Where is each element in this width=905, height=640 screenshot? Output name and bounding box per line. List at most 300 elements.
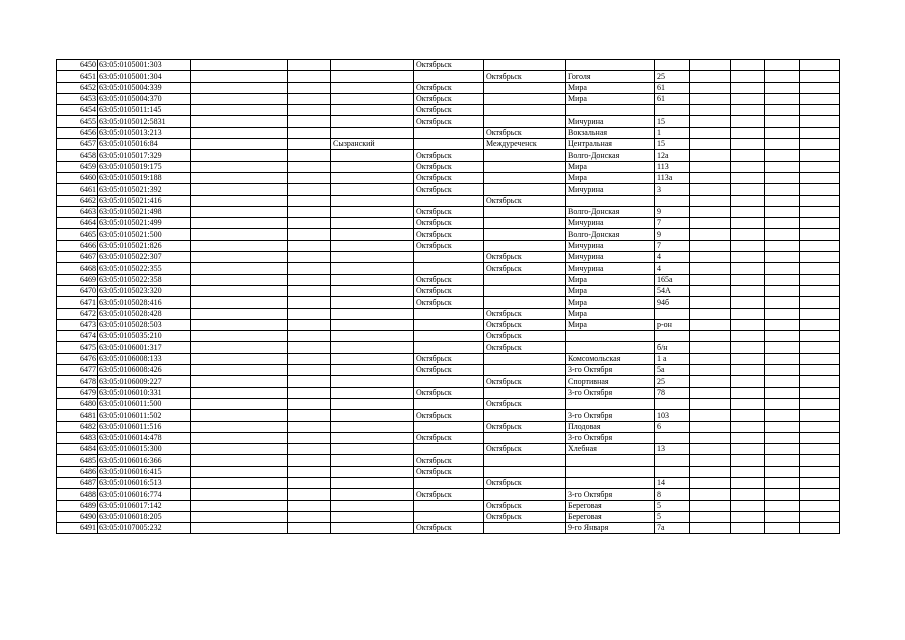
row-number[interactable]: 6454 [57, 105, 98, 116]
settlement-cell[interactable] [484, 285, 566, 296]
empty-cell[interactable] [288, 387, 331, 398]
row-number[interactable]: 6472 [57, 308, 98, 319]
settlement-cell[interactable] [484, 455, 566, 466]
empty-cell[interactable] [800, 172, 840, 183]
street-cell[interactable] [566, 60, 655, 71]
empty-cell[interactable] [191, 105, 288, 116]
empty-cell[interactable] [288, 511, 331, 522]
empty-cell[interactable] [191, 489, 288, 500]
empty-cell[interactable] [731, 206, 765, 217]
house-cell[interactable]: 94б [655, 297, 690, 308]
empty-cell[interactable] [690, 82, 731, 93]
cadastral-number[interactable]: 63:05:0106011:500 [98, 398, 191, 409]
empty-cell[interactable] [690, 116, 731, 127]
row-number[interactable]: 6485 [57, 455, 98, 466]
row-number[interactable]: 6471 [57, 297, 98, 308]
empty-cell[interactable] [731, 466, 765, 477]
house-cell[interactable]: 9 [655, 206, 690, 217]
row-number[interactable]: 6467 [57, 252, 98, 263]
district-cell[interactable] [331, 342, 414, 353]
district-cell[interactable]: Сызранский [331, 139, 414, 150]
empty-cell[interactable] [690, 319, 731, 330]
empty-cell[interactable] [731, 410, 765, 421]
empty-cell[interactable] [765, 229, 800, 240]
empty-cell[interactable] [731, 274, 765, 285]
empty-cell[interactable] [288, 274, 331, 285]
empty-cell[interactable] [690, 206, 731, 217]
street-cell[interactable] [566, 342, 655, 353]
empty-cell[interactable] [191, 139, 288, 150]
cadastral-number[interactable]: 63:05:0105028:428 [98, 308, 191, 319]
district-cell[interactable] [331, 308, 414, 319]
empty-cell[interactable] [800, 308, 840, 319]
settlement-cell[interactable] [484, 206, 566, 217]
empty-cell[interactable] [191, 342, 288, 353]
empty-cell[interactable] [690, 127, 731, 138]
empty-cell[interactable] [690, 263, 731, 274]
street-cell[interactable]: Мира [566, 93, 655, 104]
cadastral-number[interactable]: 63:05:0105021:498 [98, 206, 191, 217]
empty-cell[interactable] [288, 60, 331, 71]
empty-cell[interactable] [288, 410, 331, 421]
cadastral-number[interactable]: 63:05:0106017:142 [98, 500, 191, 511]
empty-cell[interactable] [288, 263, 331, 274]
district-cell[interactable] [331, 252, 414, 263]
cadastral-number[interactable]: 63:05:0105021:392 [98, 184, 191, 195]
cadastral-number[interactable]: 63:05:0106016:513 [98, 477, 191, 488]
empty-cell[interactable] [191, 421, 288, 432]
empty-cell[interactable] [690, 410, 731, 421]
street-cell[interactable]: Мира [566, 285, 655, 296]
street-cell[interactable]: Мичурина [566, 184, 655, 195]
empty-cell[interactable] [690, 331, 731, 342]
house-cell[interactable]: 25 [655, 71, 690, 82]
row-number[interactable]: 6453 [57, 93, 98, 104]
settlement-cell[interactable] [484, 105, 566, 116]
empty-cell[interactable] [800, 218, 840, 229]
district-cell[interactable] [331, 71, 414, 82]
empty-cell[interactable] [800, 410, 840, 421]
cadastral-number[interactable]: 63:05:0106011:502 [98, 410, 191, 421]
empty-cell[interactable] [191, 297, 288, 308]
empty-cell[interactable] [690, 60, 731, 71]
house-cell[interactable] [655, 105, 690, 116]
empty-cell[interactable] [191, 116, 288, 127]
empty-cell[interactable] [731, 489, 765, 500]
street-cell[interactable] [566, 466, 655, 477]
empty-cell[interactable] [800, 206, 840, 217]
empty-cell[interactable] [690, 229, 731, 240]
district-cell[interactable] [331, 523, 414, 534]
empty-cell[interactable] [191, 398, 288, 409]
settlement-cell[interactable]: Октябрьск [484, 331, 566, 342]
empty-cell[interactable] [288, 331, 331, 342]
settlement-cell[interactable] [484, 466, 566, 477]
district-cell[interactable] [331, 376, 414, 387]
house-cell[interactable]: 4 [655, 263, 690, 274]
settlement-cell[interactable] [484, 240, 566, 251]
settlement-cell[interactable] [484, 297, 566, 308]
empty-cell[interactable] [765, 195, 800, 206]
row-number[interactable]: 6488 [57, 489, 98, 500]
empty-cell[interactable] [191, 195, 288, 206]
empty-cell[interactable] [800, 342, 840, 353]
house-cell[interactable]: 1 [655, 127, 690, 138]
empty-cell[interactable] [690, 105, 731, 116]
district-cell[interactable] [331, 432, 414, 443]
empty-cell[interactable] [800, 240, 840, 251]
empty-cell[interactable] [765, 127, 800, 138]
row-number[interactable]: 6480 [57, 398, 98, 409]
settlement-cell[interactable] [484, 410, 566, 421]
city-cell[interactable]: Октябрьск [414, 206, 484, 217]
empty-cell[interactable] [288, 71, 331, 82]
empty-cell[interactable] [731, 511, 765, 522]
empty-cell[interactable] [690, 342, 731, 353]
empty-cell[interactable] [690, 139, 731, 150]
house-cell[interactable]: б/н [655, 342, 690, 353]
district-cell[interactable] [331, 331, 414, 342]
empty-cell[interactable] [288, 105, 331, 116]
settlement-cell[interactable]: Октябрьск [484, 511, 566, 522]
district-cell[interactable] [331, 398, 414, 409]
district-cell[interactable] [331, 444, 414, 455]
empty-cell[interactable] [288, 432, 331, 443]
district-cell[interactable] [331, 365, 414, 376]
empty-cell[interactable] [731, 331, 765, 342]
empty-cell[interactable] [690, 444, 731, 455]
empty-cell[interactable] [731, 71, 765, 82]
street-cell[interactable]: 9-го Января [566, 523, 655, 534]
empty-cell[interactable] [765, 432, 800, 443]
house-cell[interactable]: 7 [655, 218, 690, 229]
empty-cell[interactable] [800, 297, 840, 308]
row-number[interactable]: 6484 [57, 444, 98, 455]
city-cell[interactable]: Октябрьск [414, 150, 484, 161]
empty-cell[interactable] [191, 285, 288, 296]
house-cell[interactable]: 4 [655, 252, 690, 263]
house-cell[interactable]: 113 [655, 161, 690, 172]
empty-cell[interactable] [765, 455, 800, 466]
cadastral-number[interactable]: 63:05:0106001:317 [98, 342, 191, 353]
street-cell[interactable]: Мичурина [566, 240, 655, 251]
empty-cell[interactable] [765, 466, 800, 477]
empty-cell[interactable] [191, 365, 288, 376]
empty-cell[interactable] [690, 500, 731, 511]
settlement-cell[interactable]: Октябрьск [484, 421, 566, 432]
row-number[interactable]: 6475 [57, 342, 98, 353]
street-cell[interactable]: 3-го Октября [566, 432, 655, 443]
street-cell[interactable]: Мира [566, 319, 655, 330]
street-cell[interactable]: Береговая [566, 500, 655, 511]
empty-cell[interactable] [800, 365, 840, 376]
cadastral-number[interactable]: 63:05:0105028:503 [98, 319, 191, 330]
district-cell[interactable] [331, 82, 414, 93]
street-cell[interactable] [566, 331, 655, 342]
empty-cell[interactable] [288, 218, 331, 229]
empty-cell[interactable] [731, 376, 765, 387]
empty-cell[interactable] [800, 105, 840, 116]
street-cell[interactable]: 3-го Октября [566, 410, 655, 421]
district-cell[interactable] [331, 274, 414, 285]
street-cell[interactable]: 3-го Октября [566, 387, 655, 398]
empty-cell[interactable] [765, 82, 800, 93]
empty-cell[interactable] [765, 387, 800, 398]
house-cell[interactable]: 25 [655, 376, 690, 387]
street-cell[interactable] [566, 195, 655, 206]
empty-cell[interactable] [731, 342, 765, 353]
city-cell[interactable]: Октябрьск [414, 60, 484, 71]
house-cell[interactable] [655, 455, 690, 466]
street-cell[interactable] [566, 455, 655, 466]
row-number[interactable]: 6455 [57, 116, 98, 127]
house-cell[interactable]: 9 [655, 229, 690, 240]
district-cell[interactable] [331, 195, 414, 206]
empty-cell[interactable] [690, 477, 731, 488]
empty-cell[interactable] [800, 421, 840, 432]
row-number[interactable]: 6483 [57, 432, 98, 443]
empty-cell[interactable] [690, 93, 731, 104]
house-cell[interactable]: 3 [655, 184, 690, 195]
district-cell[interactable] [331, 229, 414, 240]
city-cell[interactable]: Октябрьск [414, 353, 484, 364]
empty-cell[interactable] [690, 150, 731, 161]
row-number[interactable]: 6476 [57, 353, 98, 364]
district-cell[interactable] [331, 500, 414, 511]
district-cell[interactable] [331, 150, 414, 161]
settlement-cell[interactable] [484, 365, 566, 376]
empty-cell[interactable] [690, 376, 731, 387]
empty-cell[interactable] [690, 365, 731, 376]
settlement-cell[interactable] [484, 229, 566, 240]
empty-cell[interactable] [765, 71, 800, 82]
empty-cell[interactable] [765, 410, 800, 421]
empty-cell[interactable] [690, 511, 731, 522]
empty-cell[interactable] [191, 161, 288, 172]
cadastral-number[interactable]: 63:05:0106014:478 [98, 432, 191, 443]
city-cell[interactable]: Октябрьск [414, 432, 484, 443]
empty-cell[interactable] [731, 150, 765, 161]
empty-cell[interactable] [765, 511, 800, 522]
empty-cell[interactable] [765, 489, 800, 500]
empty-cell[interactable] [800, 252, 840, 263]
empty-cell[interactable] [731, 308, 765, 319]
empty-cell[interactable] [731, 398, 765, 409]
city-cell[interactable] [414, 444, 484, 455]
empty-cell[interactable] [800, 331, 840, 342]
empty-cell[interactable] [765, 444, 800, 455]
cadastral-number[interactable]: 63:05:0105022:355 [98, 263, 191, 274]
house-cell[interactable]: 5а [655, 365, 690, 376]
city-cell[interactable] [414, 308, 484, 319]
empty-cell[interactable] [288, 455, 331, 466]
empty-cell[interactable] [765, 150, 800, 161]
empty-cell[interactable] [765, 376, 800, 387]
cadastral-number[interactable]: 63:05:0106016:774 [98, 489, 191, 500]
empty-cell[interactable] [288, 523, 331, 534]
city-cell[interactable]: Октябрьск [414, 172, 484, 183]
empty-cell[interactable] [288, 252, 331, 263]
street-cell[interactable]: Береговая [566, 511, 655, 522]
empty-cell[interactable] [690, 240, 731, 251]
city-cell[interactable]: Октябрьск [414, 116, 484, 127]
empty-cell[interactable] [690, 218, 731, 229]
cadastral-number[interactable]: 63:05:0105022:307 [98, 252, 191, 263]
street-cell[interactable]: Волго-Донская [566, 150, 655, 161]
settlement-cell[interactable]: Октябрьск [484, 376, 566, 387]
empty-cell[interactable] [288, 477, 331, 488]
house-cell[interactable]: 7а [655, 523, 690, 534]
empty-cell[interactable] [690, 71, 731, 82]
empty-cell[interactable] [731, 116, 765, 127]
house-cell[interactable] [655, 398, 690, 409]
settlement-cell[interactable]: Междуреченск [484, 139, 566, 150]
empty-cell[interactable] [765, 172, 800, 183]
empty-cell[interactable] [288, 116, 331, 127]
cadastral-number[interactable]: 63:05:0105023:320 [98, 285, 191, 296]
city-cell[interactable]: Октябрьск [414, 455, 484, 466]
empty-cell[interactable] [191, 466, 288, 477]
city-cell[interactable] [414, 195, 484, 206]
city-cell[interactable]: Октябрьск [414, 105, 484, 116]
settlement-cell[interactable] [484, 489, 566, 500]
empty-cell[interactable] [191, 455, 288, 466]
district-cell[interactable] [331, 184, 414, 195]
cadastral-number[interactable]: 63:05:0105019:175 [98, 161, 191, 172]
empty-cell[interactable] [191, 511, 288, 522]
empty-cell[interactable] [288, 398, 331, 409]
house-cell[interactable]: 12а [655, 150, 690, 161]
street-cell[interactable]: Волго-Донская [566, 229, 655, 240]
house-cell[interactable]: 5 [655, 500, 690, 511]
empty-cell[interactable] [191, 82, 288, 93]
empty-cell[interactable] [765, 206, 800, 217]
empty-cell[interactable] [731, 195, 765, 206]
street-cell[interactable]: Центральная [566, 139, 655, 150]
empty-cell[interactable] [731, 444, 765, 455]
empty-cell[interactable] [288, 240, 331, 251]
city-cell[interactable]: Октябрьск [414, 297, 484, 308]
empty-cell[interactable] [800, 489, 840, 500]
settlement-cell[interactable]: Октябрьск [484, 71, 566, 82]
cadastral-number[interactable]: 63:05:0106011:516 [98, 421, 191, 432]
row-number[interactable]: 6473 [57, 319, 98, 330]
empty-cell[interactable] [191, 218, 288, 229]
empty-cell[interactable] [690, 252, 731, 263]
district-cell[interactable] [331, 263, 414, 274]
empty-cell[interactable] [191, 432, 288, 443]
empty-cell[interactable] [800, 319, 840, 330]
empty-cell[interactable] [765, 319, 800, 330]
house-cell[interactable]: 61 [655, 93, 690, 104]
row-number[interactable]: 6474 [57, 331, 98, 342]
empty-cell[interactable] [731, 127, 765, 138]
district-cell[interactable] [331, 93, 414, 104]
settlement-cell[interactable]: Октябрьск [484, 398, 566, 409]
empty-cell[interactable] [288, 172, 331, 183]
empty-cell[interactable] [765, 139, 800, 150]
district-cell[interactable] [331, 218, 414, 229]
city-cell[interactable]: Октябрьск [414, 466, 484, 477]
city-cell[interactable] [414, 477, 484, 488]
street-cell[interactable] [566, 477, 655, 488]
district-cell[interactable] [331, 297, 414, 308]
empty-cell[interactable] [288, 229, 331, 240]
empty-cell[interactable] [800, 161, 840, 172]
city-cell[interactable]: Октябрьск [414, 410, 484, 421]
empty-cell[interactable] [800, 387, 840, 398]
empty-cell[interactable] [800, 60, 840, 71]
row-number[interactable]: 6452 [57, 82, 98, 93]
empty-cell[interactable] [765, 421, 800, 432]
empty-cell[interactable] [731, 252, 765, 263]
house-cell[interactable]: р-он [655, 319, 690, 330]
district-cell[interactable] [331, 60, 414, 71]
empty-cell[interactable] [731, 297, 765, 308]
row-number[interactable]: 6469 [57, 274, 98, 285]
empty-cell[interactable] [765, 60, 800, 71]
row-number[interactable]: 6491 [57, 523, 98, 534]
house-cell[interactable] [655, 466, 690, 477]
house-cell[interactable]: 165а [655, 274, 690, 285]
empty-cell[interactable] [765, 116, 800, 127]
empty-cell[interactable] [191, 274, 288, 285]
street-cell[interactable] [566, 398, 655, 409]
street-cell[interactable]: Вокзальная [566, 127, 655, 138]
row-number[interactable]: 6470 [57, 285, 98, 296]
empty-cell[interactable] [191, 206, 288, 217]
empty-cell[interactable] [191, 523, 288, 534]
city-cell[interactable] [414, 319, 484, 330]
settlement-cell[interactable] [484, 93, 566, 104]
row-number[interactable]: 6486 [57, 466, 98, 477]
street-cell[interactable]: Мичурина [566, 218, 655, 229]
empty-cell[interactable] [800, 71, 840, 82]
cadastral-number[interactable]: 63:05:0106016:415 [98, 466, 191, 477]
empty-cell[interactable] [288, 139, 331, 150]
house-cell[interactable]: 8 [655, 489, 690, 500]
empty-cell[interactable] [191, 376, 288, 387]
row-number[interactable]: 6457 [57, 139, 98, 150]
empty-cell[interactable] [731, 161, 765, 172]
empty-cell[interactable] [690, 285, 731, 296]
empty-cell[interactable] [800, 466, 840, 477]
empty-cell[interactable] [800, 432, 840, 443]
house-cell[interactable] [655, 60, 690, 71]
empty-cell[interactable] [191, 150, 288, 161]
row-number[interactable]: 6456 [57, 127, 98, 138]
district-cell[interactable] [331, 410, 414, 421]
district-cell[interactable] [331, 285, 414, 296]
empty-cell[interactable] [288, 206, 331, 217]
empty-cell[interactable] [288, 285, 331, 296]
row-number[interactable]: 6460 [57, 172, 98, 183]
row-number[interactable]: 6464 [57, 218, 98, 229]
empty-cell[interactable] [800, 82, 840, 93]
row-number[interactable]: 6459 [57, 161, 98, 172]
empty-cell[interactable] [800, 455, 840, 466]
empty-cell[interactable] [765, 477, 800, 488]
empty-cell[interactable] [690, 184, 731, 195]
row-number[interactable]: 6478 [57, 376, 98, 387]
city-cell[interactable] [414, 263, 484, 274]
cadastral-number[interactable]: 63:05:0105021:416 [98, 195, 191, 206]
settlement-cell[interactable]: Октябрьск [484, 444, 566, 455]
street-cell[interactable]: Мичурина [566, 263, 655, 274]
empty-cell[interactable] [765, 161, 800, 172]
empty-cell[interactable] [191, 184, 288, 195]
empty-cell[interactable] [800, 116, 840, 127]
